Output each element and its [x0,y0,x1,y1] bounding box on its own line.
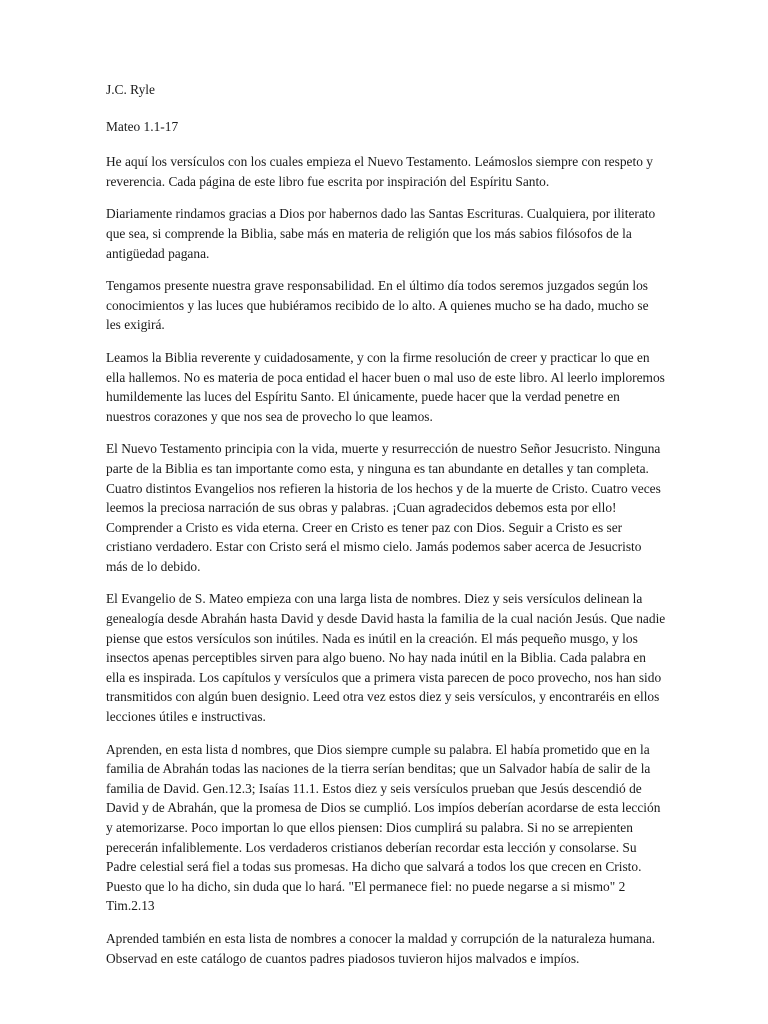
scripture-reference: Mateo 1.1-17 [106,118,179,134]
paragraph: El Nuevo Testamento principia con la vida, muerte y resurrección de nuestro Señor Jesucristo. Ninguna parte de la Biblia es tan importante como esta, y ninguna es tan abundante en detalles y tan completa. Cuatro distintos Evangelios nos refieren la historia de los hechos y de la muerte de Cristo. Cuatro veces leemos la preciosa narración de sus obras y palabras. ¡Cuan agradecidos debemos esta por ello! Comprender a Cristo es vida eterna. Creer en Cristo es tener paz con Dios. Seguir a Cristo es ser cristiano verdadero. Estar con Cristo será el mismo cielo. Jamás podemos saber acerca de Jesucristo más de lo debido. [106,441,661,574]
paragraph: Leamos la Biblia reverente y cuidadosamente, y con la firme resolución de creer y practicar lo que en ella hallemos. No es materia de poca entidad el hacer buen o mal uso de este libro. Al leerlo imploremos humildemente las luces del Espíritu Santo. El únicamente, puede hacer que la verdad penetre en nuestros corazones y que nos sea de provecho lo que leamos. [106,349,665,424]
document-page [106,80,666,981]
paragraph: Aprended también en esta lista de nombres a conocer la maldad y corrupción de la naturaleza humana. Observad en este catálogo de cuantos padres piadosos tuvieron hijos malvados e impíos. [106,930,656,966]
paragraph: He aquí los versículos con los cuales empieza el Nuevo Testamento. Leámoslos siempre con respeto y reverencia. Cada página de este libro fue escrita por inspiración del Espíritu Santo. [106,154,653,189]
paragraph: Diariamente rindamos gracias a Dios por habernos dado las Santas Escrituras. Cualquiera, por iliterato que sea, si comprende la Biblia, sabe más en materia de religión que los más sabios filósofos de la antigüedad pagana. [106,206,656,261]
paragraph: Tengamos presente nuestra grave responsabilidad. En el último día todos seremos juzgados según los conocimientos y las luces que hubiéramos recibido de lo alto. A quienes mucho se ha dado, mucho se les exigirá. [106,278,649,333]
paragraph: Aprenden, en esta lista d nombres, que Dios siempre cumple su palabra. El había prometido que en la familia de Abrahán todas las naciones de la tierra serían benditas; que un Salvador había de salir de la familia de David. Gen.12.3; Isaías 11.1. Estos diez y seis versículos prueban que Jesús descendió de David y de Abrahán, que la promesa de Dios se cumplió. Los impíos deberían acordarse de esta lección y atemorizarse. Poco importan lo que ellos piensen: Dios cumplirá su palabra. Si no se arrepienten perecerán infaliblemente. Los verdaderos cristianos deberían recordar esta lección y consolarse. Su Padre celestial será fiel a todas sus promesas. Ha dicho que salvará a todos los que crecen en Cristo. Puesto que lo ha dicho, sin duda que lo hará. "El permanece fiel: no puede negarse a si mismo" 2 Tim.2.13 [106,741,661,914]
author-name: J.C. Ryle [106,82,155,97]
paragraph: El Evangelio de S. Mateo empieza con una larga lista de nombres. Diez y seis versículos delinean la genealogía desde Abrahán hasta David y desde David hasta la familia de la cual nación Jesús. Que nadie piense que estos versículos son inútiles. Nada es inútil en la creación. El más pequeño musgo, y los insectos apenas perceptibles sirven para algo bueno. No hay nada inútil en la Biblia. Cada palabra en ella es inspirada. Los capítulos y versículos que a primera vista parecen de poco provecho, nos han sido transmitidos con algún buen designio. Leed otra vez estos diez y seis versículos, y encontraréis en ellos lecciones útiles e instructivas. [106,591,666,725]
